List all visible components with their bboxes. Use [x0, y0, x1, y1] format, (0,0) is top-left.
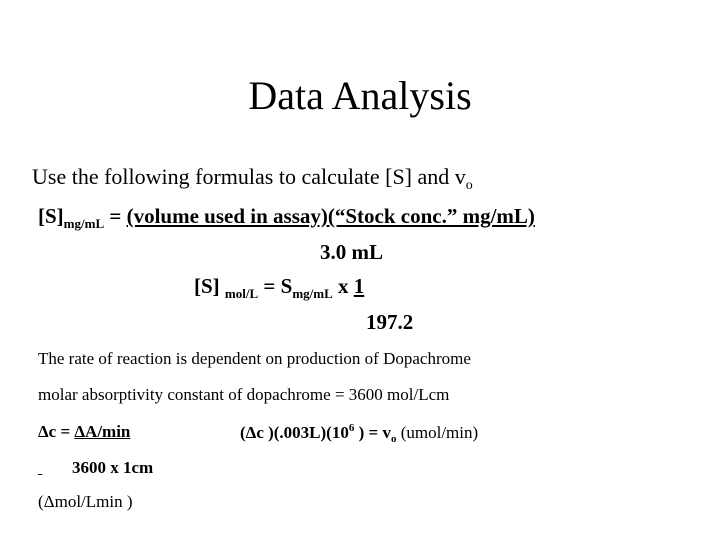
formula2-denominator: 197.2: [366, 310, 414, 334]
formula2-lhs: [S]: [194, 274, 220, 298]
formula-mol-per-l: [194, 276, 364, 300]
intro-text: [32, 166, 473, 193]
formula-mg-per-ml: [38, 206, 535, 230]
formula1-numerator: (volume used in assay)(“Stock conc.” mg/mL): [126, 204, 535, 228]
delta-c-denominator: 3600 x 1cm: [72, 458, 154, 477]
formula1-lhs-subscript: mg/mL: [63, 216, 105, 231]
slide-title: Data Analysis: [248, 73, 472, 118]
formula2-s-subscript: mg/mL: [292, 286, 333, 301]
delta-c-units: (Δmol/Lmin ): [38, 492, 133, 511]
formula1-lhs: [S]: [38, 204, 64, 228]
delta-c-formula: [38, 423, 130, 440]
formula2-equals: = S: [258, 274, 293, 298]
delta-c-denominator-row: [38, 459, 153, 476]
velocity-units: (umol/min): [396, 423, 479, 442]
formula2-lhs-subscript: mol/L: [224, 286, 259, 301]
formula2-numerator: 1: [353, 274, 365, 298]
delta-c-numerator: ΔA/min: [74, 422, 131, 441]
formula2-times: x: [332, 274, 354, 298]
velocity-part2: ) = v: [354, 423, 391, 442]
rate-text: The rate of reaction is dependent on production of Dopachrome: [38, 349, 471, 368]
velocity-subscript: o: [390, 433, 397, 445]
delta-c-lhs: Δc =: [38, 422, 75, 441]
formula1-equals: =: [104, 204, 127, 228]
molar-absorptivity-text: molar absorptivity constant of dopachrome = 3600 mol/Lcm: [38, 385, 450, 404]
intro-label: Use the following formulas to calculate [S] and v: [32, 164, 466, 189]
velocity-part1: (Δc )(.003L)(10: [240, 423, 349, 442]
velocity-formula: [240, 423, 478, 445]
formula1-denominator: 3.0 mL: [320, 240, 383, 264]
velocity-exponent: 6: [348, 422, 355, 434]
underline-mark: [38, 459, 48, 476]
intro-subscript: o: [465, 178, 473, 193]
